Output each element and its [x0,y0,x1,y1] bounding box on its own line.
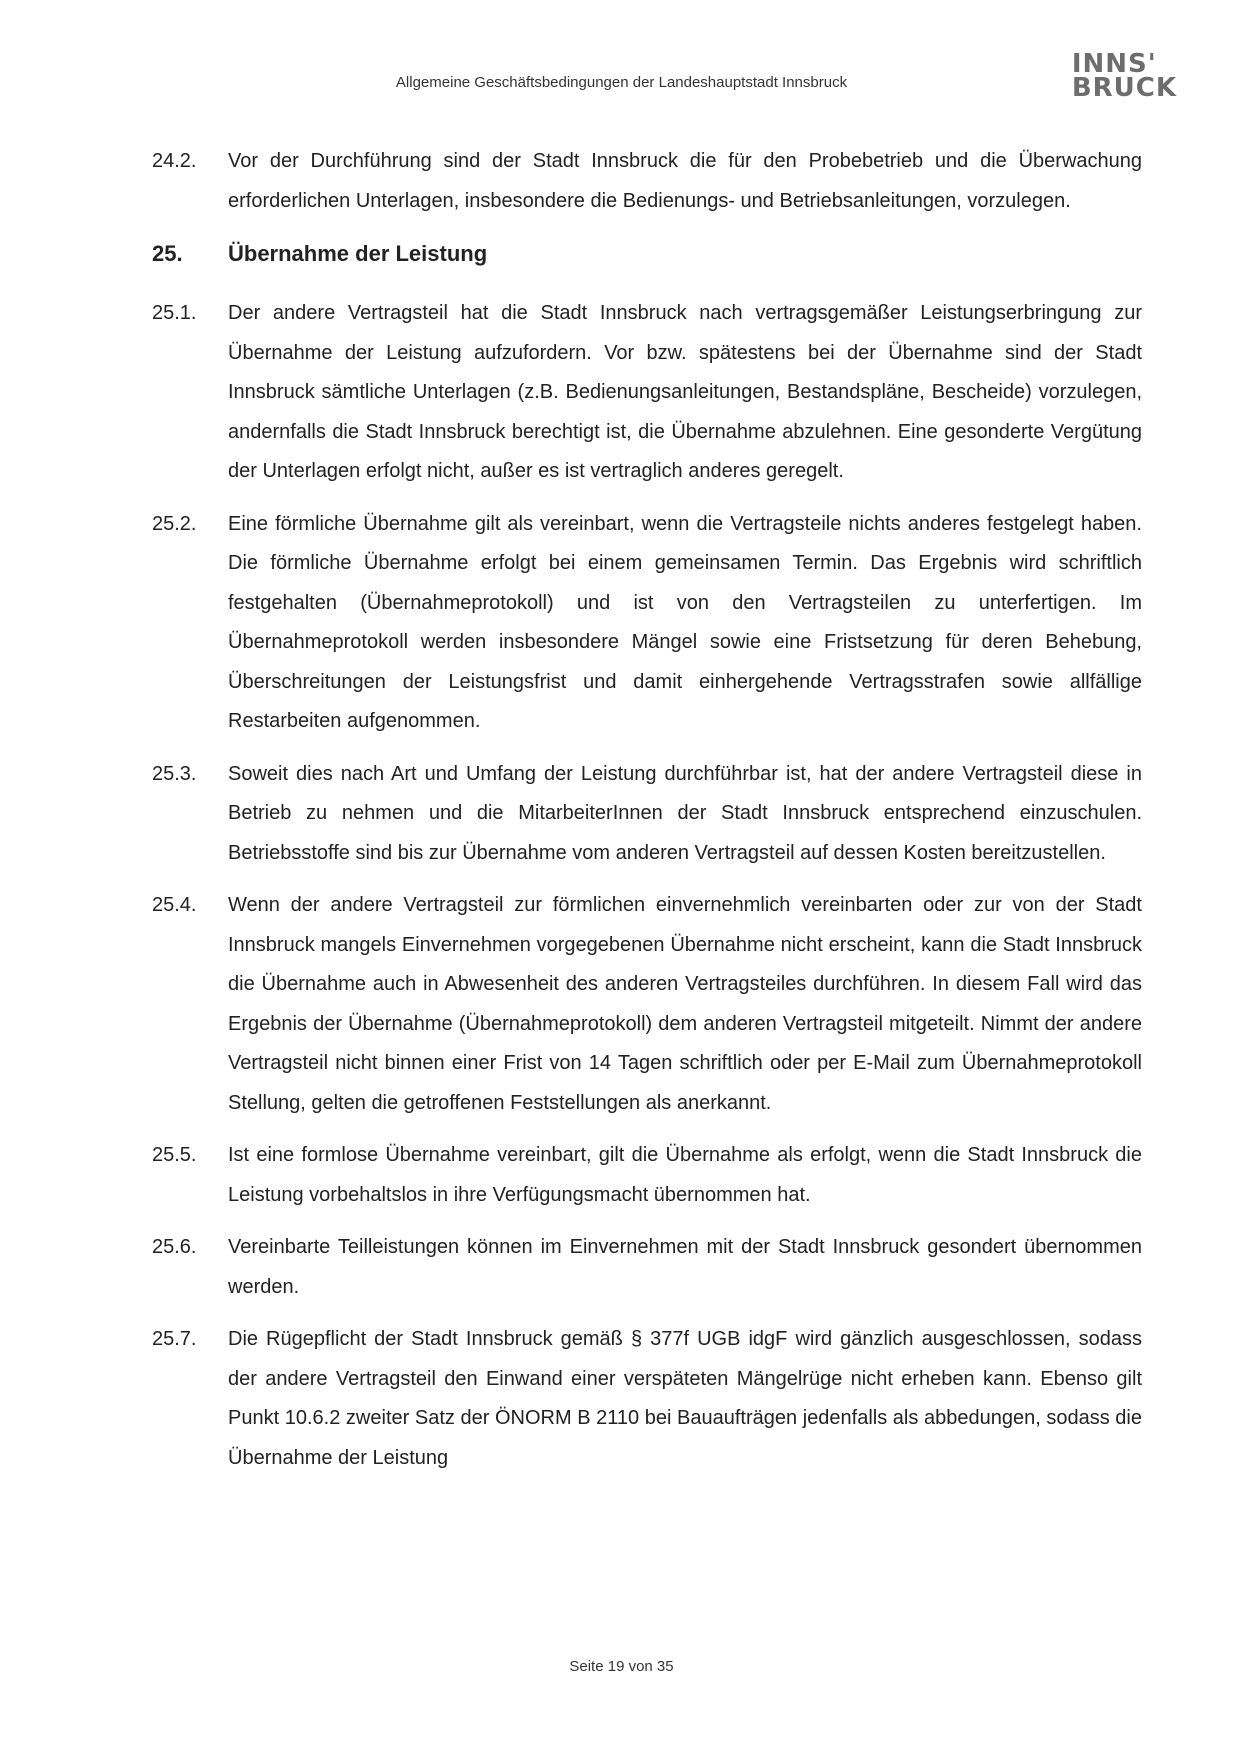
section-25-4 [152,886,1142,1123]
logo-line-1: INNS' [1071,49,1157,79]
section-25-3 [152,755,1142,874]
heading-number: 25. [152,241,183,266]
header-title: Allgemeine Geschäftsbedingungen der Landeshauptstadt Innsbruck [395,74,848,91]
section-number: 25.7. [152,1328,197,1350]
section-text: Vor der Durchführung sind der Stadt Innsbruck die für den Probebetrieb und die Überwachung erforderlichen Unterlagen, insbesondere die Bedienungs- und Betriebsanleitungen, vorzulegen. [228,150,1142,212]
section-text: Vereinbarte Teilleistungen können im Einvernehmen mit der Stadt Innsbruck gesondert übernommen werden. [228,1236,1142,1298]
section-number: 24.2. [152,150,197,172]
section-text: Der andere Vertragsteil hat die Stadt Innsbruck nach vertragsgemäßer Leistungserbringung zur Übernahme der Leistung aufzufordern. Vor bzw. spätestens bei der Übernahme sind der Stadt Innsbruck sämtliche Unterlagen (z.B. Bedienungsanleitungen, Bestandspläne, Bescheide) vorzulegen, andernfalls die Stadt Innsbruck berechtigt ist, die Übernahme abzulehnen. Eine gesonderte Vergütung der Unterlagen erfolgt nicht, außer es ist vertraglich anderes geregelt. [228,302,1142,482]
logo-line-2: BRUCK [1071,73,1177,103]
section-number: 25.2. [152,512,197,535]
section-number: 25.4. [152,894,197,916]
section-25-5 [152,1136,1142,1215]
section-text: Die Rügepflicht der Stadt Innsbruck gemäß § 377f UGB idgF wird gänzlich ausgeschlossen, sodass der andere Vertragsteil den Einwand einer verspäteten Mängelrüge nicht erheben kann. Ebenso gilt Punkt 10.6.2 zweiter Satz der ÖNORM B 2110 bei Bauaufträgen jedenfalls als abbedungen, sodass die Übernahme der Leistung [228,1328,1142,1469]
section-number: 25.1. [152,302,197,324]
section-text: Wenn der andere Vertragsteil zur förmlichen einvernehmlich vereinbarten oder zur von der Stadt Innsbruck mangels Einvernehmen vorgegebenen Übernahme nicht erscheint, kann die Stadt Innsbruck die Übernahme auch in Abwesenheit des anderen Vertragsteiles durchführen. In diesem Fall wird das Ergebnis der Übernahme (Übernahmeprotokoll) dem anderen Vertragsteil mitgeteilt. Nimmt der andere Vertragsteil nicht binnen einer Frist von 14 Tagen schriftlich oder per E-Mail zum Übernahmeprotokoll Stellung, gelten die getroffenen Feststellungen als anerkannt. [228,894,1142,1114]
section-number: 25.6. [152,1236,197,1258]
section-number: 25.5. [152,1144,197,1166]
section-25-1 [152,294,1142,492]
section-text: Ist eine formlose Übernahme vereinbart, gilt die Übernahme als erfolgt, wenn die Stadt Innsbruck die Leistung vorbehaltslos in ihre Verfügungsmacht übernommen hat. [228,1144,1142,1206]
section-25-heading [152,234,1142,274]
section-number: 25.3. [152,762,197,785]
innsbruck-logo [1071,49,1177,103]
section-25-2 [152,505,1142,742]
section-text: Soweit dies nach Art und Umfang der Leistung durchführbar ist, hat der andere Vertragsteil diese in Betrieb zu nehmen und die MitarbeiterInnen der Stadt Innsbruck entsprechend einzuschulen. Betriebsstoffe sind bis zur Übernahme vom anderen Vertragsteil auf dessen Kosten bereitzustellen. [228,762,1142,864]
document-body [152,142,1142,1491]
page-number: Seite 19 von 35 [569,1658,674,1675]
heading-title: Übernahme der Leistung [228,241,488,266]
section-25-6 [152,1228,1142,1307]
section-text: Eine förmliche Übernahme gilt als vereinbart, wenn die Vertragsteile nichts anderes festgelegt haben. Die förmliche Übernahme erfolgt bei einem gemeinsamen Termin. Das Ergebnis wird schriftlich festgehalten (Übernahmeprotokoll) und ist von den Vertragsteilen zu unterfertigen. Im Übernahmeprotokoll werden insbesondere Mängel sowie eine Fristsetzung für deren Behebung, Überschreitungen der Leistungsfrist und damit einhergehende Vertragsstrafen sowie allfällige Restarbeiten aufgenommen. [228,512,1142,732]
section-24-2 [152,142,1142,221]
section-25-7 [152,1320,1142,1478]
